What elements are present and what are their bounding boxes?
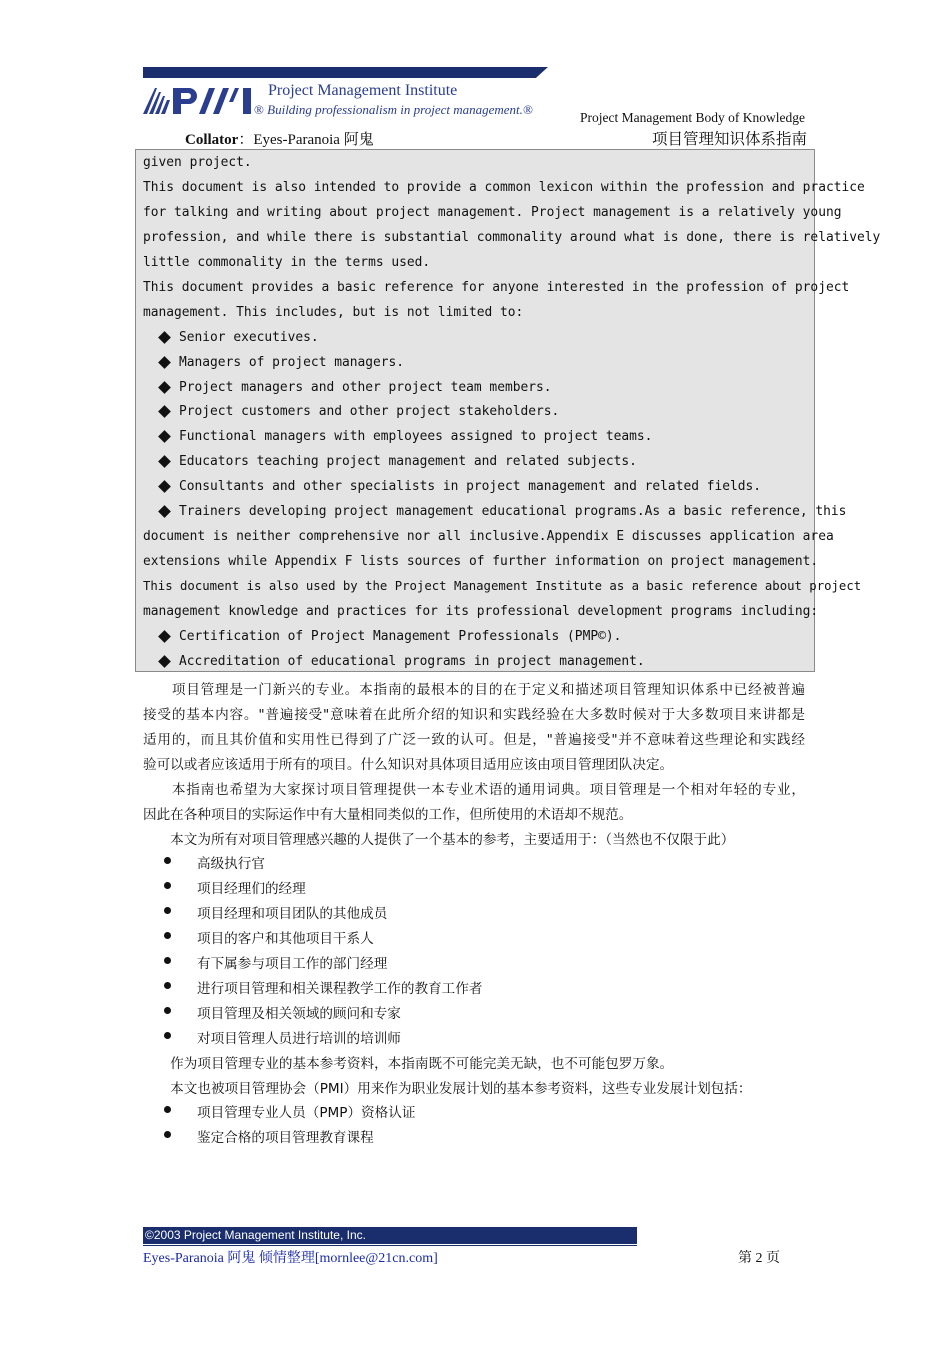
en-line: This document provides a basic reference for anyone interested in the profession of project: [143, 280, 850, 295]
bullet-dot-icon: [164, 1032, 171, 1039]
bullet-dot-icon: [164, 957, 171, 964]
cn-line: 验可以或者应该适用于所有的项目。什么知识对具体项目适用应该由项目管理团队决定。: [143, 757, 674, 773]
logo-text: PMI: [143, 84, 146, 85]
header-accent-bar: [143, 67, 548, 78]
bullet-dot-icon: [164, 882, 171, 889]
cn-bullet-item: 进行项目管理和相关课程教学工作的教育工作者: [197, 981, 483, 997]
cn-line: 本指南也希望为大家探讨项目管理提供一本专业术语的通用词典。项目管理是一个相对年轻的专业，: [143, 782, 805, 798]
cn-bullet-item: 鉴定合格的项目管理教育课程: [197, 1130, 374, 1146]
bullet-dot-icon: [164, 907, 171, 914]
bullet-dot-icon: [164, 932, 171, 939]
en-bullet-item: Managers of project managers.: [158, 355, 404, 370]
cn-line: 接受的基本内容。"普遍接受"意味着在此所介绍的知识和实践经验在大多数时候对于大多数项目来讲都是: [143, 707, 805, 723]
en-bullet-item: Trainers developing project management educational programs.As a basic reference, this: [158, 504, 807, 519]
cn-line: 本文为所有对项目管理感兴趣的人提供了一个基本的参考，主要适用于：（当然也不仅限于此）: [143, 832, 735, 848]
cn-line: 本文也被项目管理协会（PMI）用来作为职业发展计划的基本参考资料，这些专业发展计划包括：: [143, 1081, 752, 1097]
cn-bullet-item: 有下属参与项目工作的部门经理: [197, 956, 388, 972]
registered-mark: ®: [254, 102, 264, 117]
en-line: extensions while Appendix F lists sources of further information on project management.: [143, 554, 819, 569]
en-line: given project.: [143, 155, 252, 170]
diamond-bullet-icon: [158, 331, 171, 344]
en-bullet-item: Accreditation of educational programs in project management.: [158, 654, 645, 669]
org-tagline-text: Building professionalism in project management.®: [267, 102, 533, 117]
org-name: Project Management Institute: [268, 82, 458, 99]
en-bullet-item: Senior executives.: [158, 330, 319, 345]
en-bullet-item: Project customers and other project stakeholders.: [158, 404, 559, 419]
en-line: document is neither comprehensive nor all inclusive.Appendix E discusses application area: [143, 529, 834, 544]
cn-bullet-item: 项目管理及相关领域的顾问和专家: [197, 1006, 401, 1022]
en-bullet-item: Functional managers with employees assigned to project teams.: [158, 429, 652, 444]
cn-line: 作为项目管理专业的基本参考资料，本指南既不可能完美无缺，也不可能包罗万象。: [143, 1056, 674, 1072]
cn-line: 因此在各种项目的实际运作中有大量相同类似的工作，但所使用的术语却不规范。: [143, 807, 633, 823]
collator-label: Collator: [185, 132, 239, 148]
bullet-dot-icon: [164, 1131, 171, 1138]
en-bullet-item: Educators teaching project management and related subjects.: [158, 454, 637, 469]
cn-line: 适用的，而且其价值和实用性已得到了广泛一致的认可。但是，"普遍接受"并不意味着这些理论和实践经: [143, 732, 805, 748]
cn-bullet-item: 项目管理专业人员（PMP）资格认证: [197, 1105, 416, 1121]
bullet-dot-icon: [164, 857, 171, 864]
en-line: management knowledge and practices for its professional development programs including:: [143, 604, 819, 619]
diamond-bullet-icon: [158, 630, 171, 643]
cn-bullet-item: 项目的客户和其他项目干系人: [197, 931, 374, 947]
diamond-bullet-icon: [158, 356, 171, 369]
en-bullet-item: Certification of Project Management Professionals (PMP©).: [158, 629, 621, 644]
en-line: management. This includes, but is not limited to:: [143, 305, 524, 320]
en-line: This document is also intended to provide a common lexicon within the profession and practice: [143, 180, 865, 195]
collator: [185, 128, 374, 149]
diamond-bullet-icon: [158, 455, 171, 468]
cn-line: 项目管理是一门新兴的专业。本指南的最根本的目的在于定义和描述项目管理知识体系中已经被普遍: [143, 682, 805, 698]
book-title-en: Project Management Body of Knowledge: [580, 110, 805, 125]
en-line: profession, and while there is substantial commonality around what is done, there is relatively: [143, 230, 881, 245]
footer-divider: [143, 1245, 637, 1246]
en-bullet-item: Consultants and other specialists in project management and related fields.: [158, 479, 761, 494]
diamond-bullet-icon: [158, 381, 171, 394]
cn-bullet-item: 项目经理和项目团队的其他成员: [197, 906, 388, 922]
collator-name: ：Eyes-Paranoia 阿鬼: [238, 132, 374, 148]
diamond-bullet-icon: [158, 430, 171, 443]
diamond-bullet-icon: [158, 655, 171, 668]
en-line: This document is also used by the Project Management Institute as a basic reference about project: [143, 579, 862, 593]
diamond-bullet-icon: [158, 405, 171, 418]
footer-credit: Eyes-Paranoia 阿鬼 倾情整理[mornlee@21cn.com]: [143, 1251, 438, 1266]
en-bullet-item: Project managers and other project team members.: [158, 380, 552, 395]
bullet-dot-icon: [164, 1106, 171, 1113]
footer-copyright-bar: ©2003 Project Management Institute, Inc.: [143, 1227, 637, 1244]
bullet-dot-icon: [164, 1007, 171, 1014]
cn-bullet-item: 高级执行官: [197, 856, 265, 872]
diamond-bullet-icon: [158, 505, 171, 518]
diamond-bullet-icon: [158, 480, 171, 493]
pmi-logo-icon: [143, 84, 261, 116]
cn-bullet-item: 项目经理们的经理: [197, 881, 306, 897]
book-title-cn: 项目管理知识体系指南: [651, 130, 807, 148]
en-line: for talking and writing about project management. Project management is a relatively young: [143, 205, 842, 220]
page-number: 第 2 页: [738, 1251, 780, 1266]
bullet-dot-icon: [164, 982, 171, 989]
en-line: little commonality in the terms used.: [143, 255, 431, 270]
cn-bullet-item: 对项目管理人员进行培训的培训师: [197, 1031, 401, 1047]
org-tagline: [254, 102, 533, 118]
